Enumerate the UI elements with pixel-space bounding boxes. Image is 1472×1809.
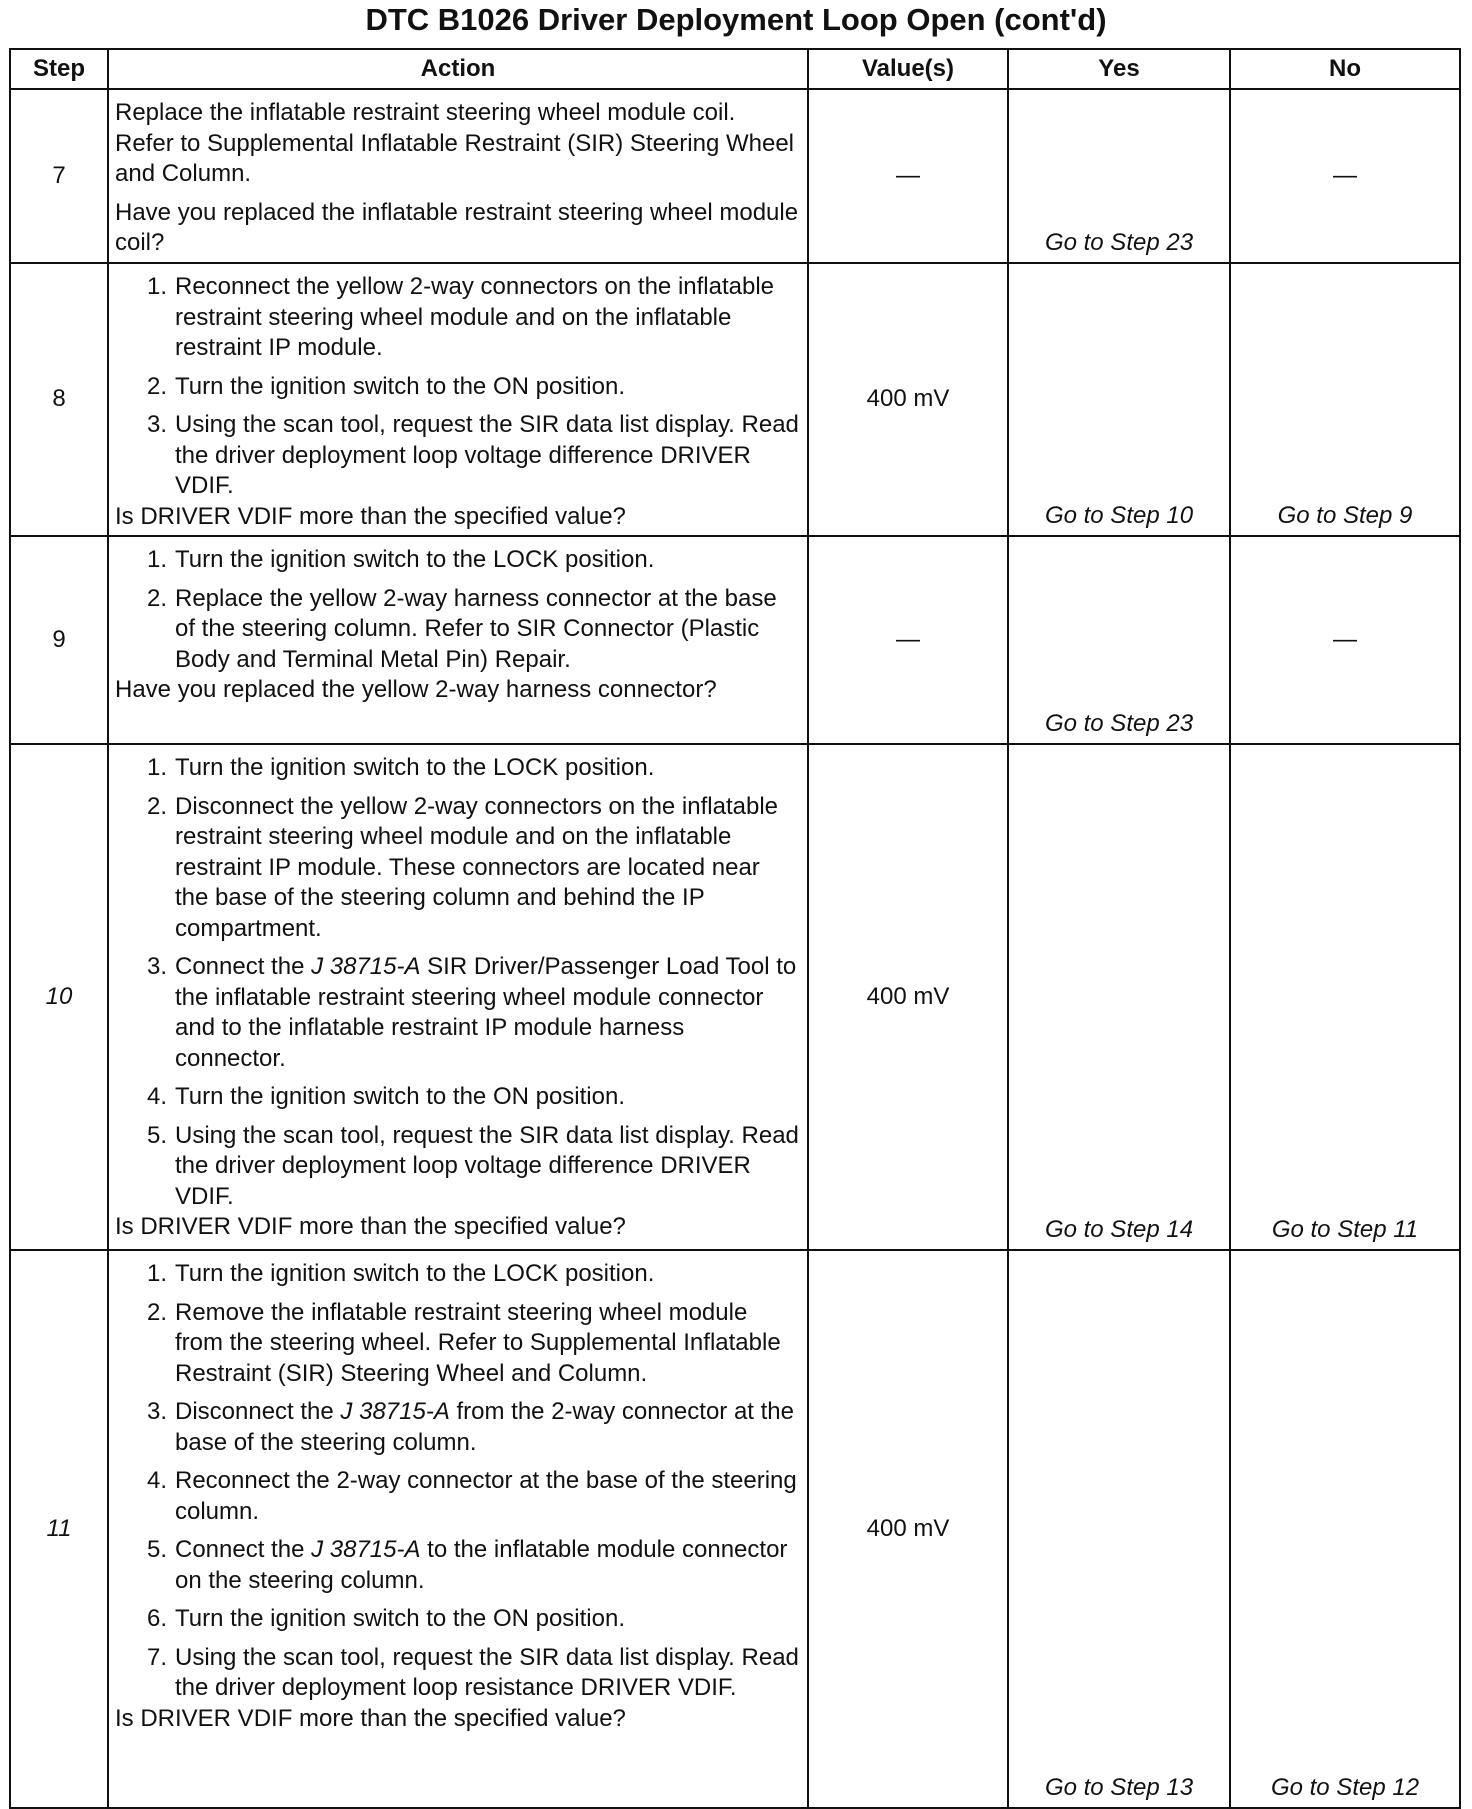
table-row-step-8 <box>10 263 1460 536</box>
no-goto: Go to Step 11 <box>1271 1215 1419 1243</box>
value-cell: 400 mV <box>808 1250 1008 1808</box>
no-cell <box>1230 536 1460 744</box>
yes-cell <box>1008 263 1230 536</box>
list-item: 6. Turn the ignition switch to the ON position. <box>146 1605 625 1632</box>
list-item: 2. Disconnect the yellow 2-way connectors on the inflatable restraint steering wheel module and on the inflatable restraint IP module. These connectors are located near the base of the steering column and behind the IP compartment. <box>146 792 778 942</box>
action-cell <box>108 744 808 1250</box>
tool-reference: J 38715-A <box>340 1398 450 1425</box>
no-goto: Go to Step 9 <box>1277 501 1413 529</box>
header-values: Value(s) <box>808 49 1008 89</box>
action-step-list <box>115 753 799 1212</box>
list-item: 1. Turn the ignition switch to the LOCK position. <box>146 546 655 573</box>
no-cell <box>1230 263 1460 536</box>
table-row-step-10 <box>10 744 1460 1250</box>
header-yes: Yes <box>1008 49 1230 89</box>
list-item: 4. Reconnect the 2-way connector at the base of the steering column. <box>146 1467 797 1525</box>
action-question: Is DRIVER VDIF more than the specified value? <box>115 1704 626 1732</box>
list-item: 3. Connect the J 38715-A SIR Driver/Passenger Load Tool to the inflatable restraint steering wheel module connector and to the inflatable restraint IP module harness connector. <box>146 953 797 1072</box>
action-step-list <box>115 1259 799 1704</box>
table-row-step-11 <box>10 1250 1460 1808</box>
list-item: 1. Turn the ignition switch to the LOCK position. <box>146 1260 655 1287</box>
action-cell <box>108 89 808 263</box>
yes-goto: Go to Step 14 <box>1044 1215 1194 1243</box>
header-no: No <box>1230 49 1460 89</box>
list-item: 1. Turn the ignition switch to the LOCK position. <box>146 754 655 781</box>
no-cell <box>1230 89 1460 263</box>
step-number: 9 <box>10 536 108 744</box>
action-question: Have you replaced the yellow 2-way harness connector? <box>115 676 717 703</box>
action-cell <box>108 1250 808 1808</box>
yes-cell <box>1008 89 1230 263</box>
list-item: 4. Turn the ignition switch to the ON position. <box>146 1083 625 1110</box>
diagnostic-table <box>9 48 1461 1809</box>
yes-cell <box>1008 1250 1230 1808</box>
step-number: 11 <box>10 1250 108 1808</box>
header-step: Step <box>10 49 108 89</box>
tool-reference: J 38715-A <box>311 1536 421 1563</box>
list-item: 3. Using the scan tool, request the SIR data list display. Read the driver deployment loop voltage difference DRIVER VDIF. <box>146 411 799 499</box>
value-cell: — <box>808 89 1008 263</box>
step-number: 8 <box>10 263 108 536</box>
list-item: 5. Connect the J 38715-A to the inflatable module connector on the steering column. <box>146 1536 788 1594</box>
list-item: 2. Turn the ignition switch to the ON position. <box>146 372 625 400</box>
table-header-row <box>10 49 1460 89</box>
action-paragraph: Replace the inflatable restraint steering wheel module coil. Refer to Supplemental Inflatable Restraint (SIR) Steering Wheel and Column. <box>115 99 794 187</box>
action-question: Is DRIVER VDIF more than the specified value? <box>115 502 626 530</box>
tool-reference: J 38715-A <box>311 953 421 980</box>
list-item: 2. Replace the yellow 2-way harness connector at the base of the steering column. Refer to SIR Connector (Plastic Body and Terminal Metal Pin) Repair. <box>146 584 777 673</box>
list-item: 2. Remove the inflatable restraint steering wheel module from the steering wheel. Refer to Supplemental Inflatable Restraint (SIR) Steering Wheel and Column. <box>146 1298 781 1387</box>
header-action: Action <box>108 49 808 89</box>
action-question: Have you replaced the inflatable restraint steering wheel module coil? <box>115 198 799 256</box>
list-item: 7. Using the scan tool, request the SIR data list display. Read the driver deployment loop resistance DRIVER VDIF. <box>146 1643 799 1701</box>
yes-goto: Go to Step 13 <box>1044 1773 1194 1801</box>
value-cell: 400 mV <box>808 263 1008 536</box>
no-cell <box>1230 1250 1460 1808</box>
no-dash: — <box>1333 625 1357 653</box>
action-cell <box>108 263 808 536</box>
table-row-step-9 <box>10 536 1460 744</box>
yes-goto: Go to Step 23 <box>1044 228 1194 256</box>
action-step-list <box>115 545 799 675</box>
step-number: 10 <box>10 744 108 1250</box>
yes-cell <box>1008 744 1230 1250</box>
step-number: 7 <box>10 89 108 263</box>
list-item: 5. Using the scan tool, request the SIR data list display. Read the driver deployment loop voltage difference DRIVER VDIF. <box>146 1121 799 1210</box>
action-question: Is DRIVER VDIF more than the specified value? <box>115 1213 626 1240</box>
list-item: 3. Disconnect the J 38715-A from the 2-way connector at the base of the steering column. <box>146 1398 794 1456</box>
table-row-step-7 <box>10 89 1460 263</box>
action-cell <box>108 536 808 744</box>
value-cell: 400 mV <box>808 744 1008 1250</box>
yes-goto: Go to Step 23 <box>1044 709 1194 737</box>
no-dash: — <box>1333 161 1357 189</box>
action-step-list <box>115 272 799 502</box>
yes-cell <box>1008 536 1230 744</box>
page-title: DTC B1026 Driver Deployment Loop Open (cont'd) <box>365 2 1107 37</box>
no-cell <box>1230 744 1460 1250</box>
value-cell: — <box>808 536 1008 744</box>
yes-goto: Go to Step 10 <box>1044 501 1194 529</box>
no-goto: Go to Step 12 <box>1270 1773 1420 1801</box>
list-item: 1. Reconnect the yellow 2-way connectors on the inflatable restraint steering wheel module and on the inflatable restraint IP module. <box>146 273 775 361</box>
